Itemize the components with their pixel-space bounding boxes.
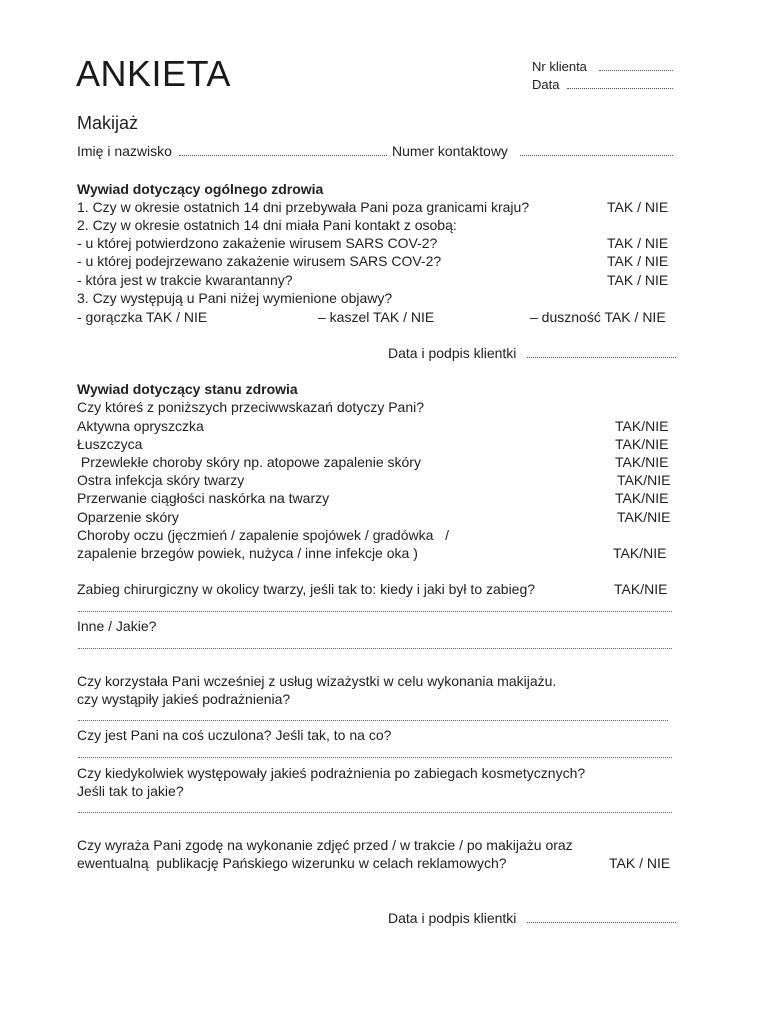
question-2c: - która jest w trakcie kwarantanny?	[77, 272, 293, 288]
photo-consent-answer[interactable]: TAK / NIE	[609, 855, 671, 871]
question-3: 3. Czy występują u Pani niżej wymienione objawy?	[77, 290, 393, 306]
phone-field[interactable]	[520, 155, 673, 156]
contraindication-answer[interactable]: TAK/NIE	[615, 436, 669, 452]
allergy-answer-line[interactable]	[78, 757, 672, 758]
allergy-question: Czy jest Pani na coś uczulona? Jeśli tak, to na co?	[77, 727, 392, 743]
irritation-question-line1: Czy kiedykolwiek występowały jakieś podrażnienia po zabiegach kosmetycznych?	[77, 765, 586, 781]
contraindication-answer[interactable]: TAK/NIE	[615, 490, 669, 506]
eye-diseases-line2: zapalenie brzegów powiek, nużyca / inne infekcje oka )	[77, 545, 418, 561]
phone-label: Numer kontaktowy	[392, 143, 508, 159]
symptom-dyspnea[interactable]: – duszność TAK / NIE	[530, 309, 666, 325]
eye-diseases-answer[interactable]: TAK/NIE	[613, 545, 667, 561]
signature-label-1: Data i podpis klientki	[388, 345, 517, 361]
question-2a-answer[interactable]: TAK / NIE	[607, 235, 669, 251]
contraindication-answer[interactable]: TAK/NIE	[615, 454, 669, 470]
form-subtitle: Makijaż	[77, 113, 139, 133]
visagiste-question-line1: Czy korzystała Pani wcześniej z usług wizażystki w celu wykonania makijażu.	[77, 673, 557, 689]
question-2: 2. Czy w okresie ostatnich 14 dni miała Pani kontakt z osobą:	[77, 217, 457, 233]
surgery-question: Zabieg chirurgiczny w okolicy twarzy, jeśli tak to: kiedy i jaki był to zabieg?	[77, 581, 536, 597]
contraindication-label: Aktywna opryszczka	[77, 418, 204, 434]
health-status-heading: Wywiad dotyczący stanu zdrowia	[77, 381, 298, 397]
visagiste-answer-line[interactable]	[78, 720, 668, 721]
question-2c-answer[interactable]: TAK / NIE	[607, 272, 669, 288]
question-1: 1. Czy w okresie ostatnich 14 dni przebywała Pani poza granicami kraju?	[77, 199, 530, 215]
signature-field-2[interactable]	[527, 922, 676, 923]
symptom-fever[interactable]: - gorączka TAK / NIE	[77, 309, 208, 325]
contraindication-label: Przewlekłe choroby skóry np. atopowe zapalenie skóry	[77, 454, 421, 470]
question-2b: - u której podejrzewano zakażenie wirusem SARS COV-2?	[77, 253, 442, 269]
contraindication-label: Ostra infekcja skóry twarzy	[77, 472, 245, 488]
contraindication-label: Przerwanie ciągłości naskórka na twarzy	[77, 490, 330, 506]
surgery-answer[interactable]: TAK/NIE	[614, 581, 668, 597]
date-label: Data	[532, 77, 560, 92]
name-field[interactable]	[179, 155, 387, 156]
irritation-question-line2: Jeśli tak to jakie?	[77, 783, 184, 799]
client-number-label: Nr klienta	[532, 59, 587, 74]
question-2a: - u której potwierdzono zakażenie wirusem SARS COV-2?	[77, 235, 438, 251]
surgery-answer-line[interactable]	[78, 611, 672, 612]
photo-consent-line1: Czy wyraża Pani zgodę na wykonanie zdjęć przed / w trakcie / po makijażu oraz	[77, 837, 573, 853]
question-1-answer[interactable]: TAK / NIE	[607, 199, 669, 215]
date-field[interactable]	[567, 88, 673, 89]
question-2b-answer[interactable]: TAK / NIE	[607, 253, 669, 269]
signature-field-1[interactable]	[527, 357, 676, 358]
other-answer-line[interactable]	[78, 648, 672, 649]
contraindication-label: Łuszczyca	[77, 436, 143, 452]
other-question: Inne / Jakie?	[77, 618, 157, 634]
signature-label-2: Data i podpis klientki	[388, 910, 517, 926]
page-title: ANKIETA	[76, 53, 231, 94]
photo-consent-line2: ewentualną publikację Pańskiego wizerunku w celach reklamowych?	[77, 855, 507, 871]
contraindications-intro: Czy któreś z poniższych przeciwwskazań dotyczy Pani?	[77, 399, 425, 415]
contraindication-answer[interactable]: TAK/NIE	[615, 418, 669, 434]
irritation-answer-line[interactable]	[78, 812, 672, 813]
contraindication-label: Oparzenie skóry	[77, 509, 179, 525]
contraindication-answer[interactable]: TAK/NIE	[617, 472, 671, 488]
name-label: Imię i nazwisko	[77, 143, 172, 159]
visagiste-question-line2: czy wystąpiły jakieś podrażnienia?	[77, 691, 291, 707]
contraindication-answer[interactable]: TAK/NIE	[617, 509, 671, 525]
general-health-heading: Wywiad dotyczący ogólnego zdrowia	[77, 181, 324, 197]
client-number-field[interactable]	[599, 70, 673, 71]
eye-diseases-line1: Choroby oczu (jęczmień / zapalenie spojówek / gradówka /	[77, 527, 449, 543]
symptom-cough[interactable]: – kaszel TAK / NIE	[318, 309, 435, 325]
